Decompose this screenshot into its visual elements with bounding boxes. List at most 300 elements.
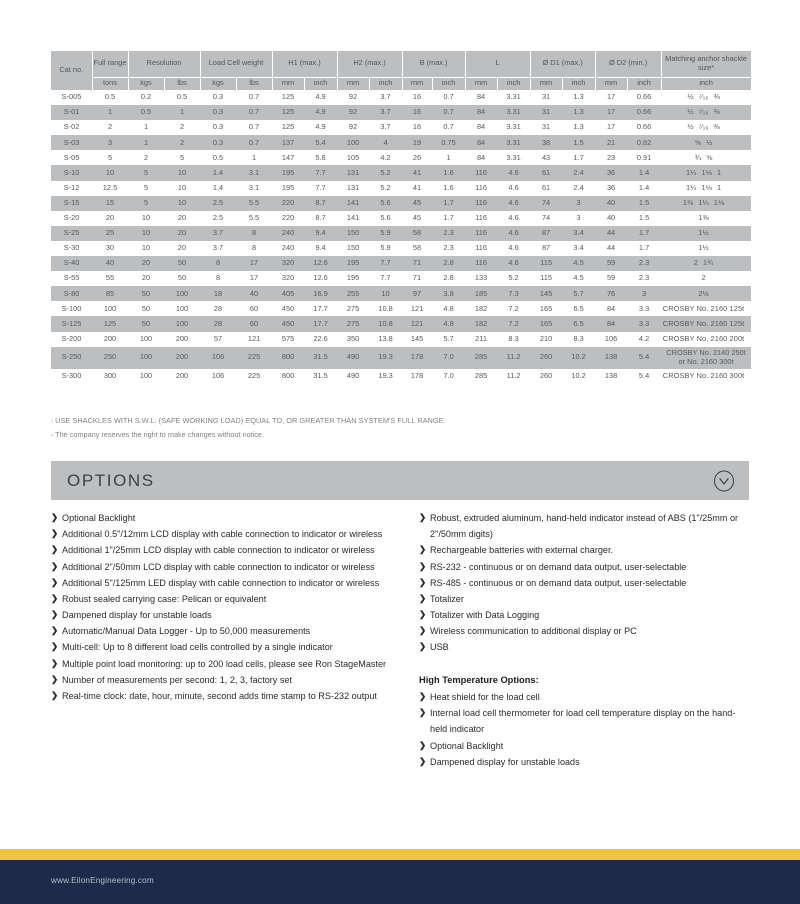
- table-cell: 17: [595, 105, 627, 120]
- table-cell: 121: [236, 332, 272, 347]
- cell-shackle-size: [661, 301, 751, 316]
- cell-shackle-size: [661, 332, 751, 347]
- table-cell: 3.8: [432, 286, 465, 301]
- table-cell: 4.8: [432, 316, 465, 331]
- table-cell: 2.4: [562, 181, 595, 196]
- table-cell: 3.31: [497, 105, 530, 120]
- table-cell: 3: [562, 211, 595, 226]
- cell-shackle-size: [661, 271, 751, 286]
- table-cell: 21: [595, 135, 627, 150]
- chevron-right-icon: ❯: [51, 512, 59, 522]
- table-cell: 26: [402, 150, 432, 165]
- table-cell: 0.3: [200, 90, 236, 105]
- table-cell: 40: [595, 211, 627, 226]
- table-cell: 225: [236, 347, 272, 369]
- table-cell: 3.31: [497, 90, 530, 105]
- table-cell: 17.7: [304, 301, 337, 316]
- table-cell: 10: [369, 286, 402, 301]
- table-cell: 45: [402, 196, 432, 211]
- option-item: [419, 542, 751, 558]
- option-label: Additional 2"/50mm LCD display with cable connection to indicator or wireless: [62, 561, 375, 572]
- table-cell: 0.5: [92, 90, 128, 105]
- col-header-resolution: Resolution: [128, 51, 200, 77]
- table-cell: 31: [530, 105, 562, 120]
- option-item: [419, 607, 751, 623]
- table-cell: 84: [595, 316, 627, 331]
- table-cell: 10: [128, 226, 164, 241]
- cell-shackle-size: [661, 241, 751, 256]
- table-cell: 200: [92, 332, 128, 347]
- table-cell: 800: [272, 369, 304, 384]
- table-cell: 145: [402, 332, 432, 347]
- specification-table: [51, 51, 752, 384]
- table-cell: 178: [402, 369, 432, 384]
- table-cell: 5.4: [627, 347, 661, 369]
- table-row: [51, 369, 751, 384]
- option-item: [51, 672, 389, 688]
- table-cell: 45: [402, 211, 432, 226]
- table-cell: 10.2: [562, 347, 595, 369]
- chevron-right-icon: ❯: [419, 512, 427, 522]
- table-cell: 84: [465, 135, 497, 150]
- table-cell: 4.6: [497, 181, 530, 196]
- cell-cat-no: S-20: [51, 211, 92, 226]
- table-cell: 3.1: [236, 181, 272, 196]
- table-cell: 145: [530, 286, 562, 301]
- table-cell: 1.7: [432, 196, 465, 211]
- col-header-full-range: Full range: [92, 51, 128, 77]
- shackle-size-value: ½: [687, 92, 694, 102]
- table-cell: 105: [337, 150, 369, 165]
- table-cell: 2.8: [432, 256, 465, 271]
- options-right-column: [419, 510, 751, 770]
- option-item: [51, 688, 389, 704]
- table-cell: 41: [402, 165, 432, 180]
- unit-header-9: mm: [402, 77, 432, 90]
- cell-cat-no: S-80: [51, 286, 92, 301]
- table-cell: 3.3: [627, 301, 661, 316]
- chevron-right-icon: ›: [51, 432, 54, 440]
- table-cell: 5.9: [369, 226, 402, 241]
- shackle-size-value: 1¼: [685, 167, 697, 177]
- cell-shackle-size: [661, 105, 751, 120]
- cell-cat-no: S-10: [51, 165, 92, 180]
- option-label: Automatic/Manual Data Logger - Up to 50,000 measurements: [62, 626, 311, 637]
- table-cell: 19: [402, 135, 432, 150]
- table-cell: 138: [595, 369, 627, 384]
- unit-header-3: kgs: [200, 77, 236, 90]
- table-cell: 240: [272, 226, 304, 241]
- shackle-size-value: 1½: [698, 228, 709, 238]
- table-cell: 0.5: [128, 105, 164, 120]
- option-item: [419, 591, 751, 607]
- shackle-size-value: ⅝: [706, 152, 713, 162]
- table-cell: 8.7: [304, 196, 337, 211]
- shackle-size-value: 1⅛: [701, 182, 712, 192]
- table-cell: 59: [595, 271, 627, 286]
- cell-cat-no: S-100: [51, 301, 92, 316]
- table-cell: 4.6: [497, 241, 530, 256]
- table-cell: 4.9: [304, 90, 337, 105]
- table-cell: 0.66: [627, 120, 661, 135]
- table-cell: 50: [128, 301, 164, 316]
- table-cell: 116: [465, 196, 497, 211]
- table-cell: 22.6: [304, 332, 337, 347]
- shackle-size-value: 1⅛: [701, 167, 712, 177]
- footnote-item: [51, 414, 711, 428]
- table-cell: 10: [128, 211, 164, 226]
- table-header: [51, 51, 751, 90]
- table-cell: 4.6: [497, 196, 530, 211]
- table-cell: 50: [164, 256, 200, 271]
- table-cell: 0.82: [627, 135, 661, 150]
- table-cell: 121: [402, 316, 432, 331]
- table-cell: 4.8: [432, 301, 465, 316]
- cell-cat-no: S-55: [51, 271, 92, 286]
- table-cell: 100: [337, 135, 369, 150]
- table-cell: 125: [92, 316, 128, 331]
- table-cell: 8: [200, 256, 236, 271]
- table-row: [51, 316, 751, 331]
- table-cell: 31.5: [304, 369, 337, 384]
- col-header-b-max: B (max.): [402, 51, 465, 77]
- table-cell: 0.66: [627, 90, 661, 105]
- table-cell: 40: [236, 286, 272, 301]
- unit-header-1: kgs: [128, 77, 164, 90]
- table-cell: 7.0: [432, 369, 465, 384]
- cell-cat-no: S-40: [51, 256, 92, 271]
- high-temp-option-item: [419, 738, 751, 754]
- table-cell: 18: [200, 286, 236, 301]
- unit-header-11: mm: [465, 77, 497, 90]
- table-cell: 5.6: [369, 211, 402, 226]
- option-item: [51, 510, 389, 526]
- table-cell: 575: [272, 332, 304, 347]
- table-cell: 320: [272, 271, 304, 286]
- shackle-size-value: ⁷⁄₁₆: [698, 107, 709, 117]
- footer-website-url[interactable]: www.EilonEngineering.com: [51, 876, 154, 885]
- table-row: [51, 271, 751, 286]
- table-cell: 58: [402, 241, 432, 256]
- table-cell: 220: [272, 211, 304, 226]
- table-cell: 2.4: [562, 165, 595, 180]
- unit-header-17: inch: [661, 77, 751, 90]
- table-cell: 2.3: [627, 256, 661, 271]
- chevron-right-icon: ❯: [419, 625, 427, 636]
- table-cell: 41: [402, 181, 432, 196]
- page-footer: [0, 860, 800, 904]
- table-cell: 125: [272, 90, 304, 105]
- table-cell: 195: [337, 256, 369, 271]
- chevron-right-icon: ❯: [51, 641, 59, 652]
- table-cell: 2: [92, 120, 128, 135]
- table-cell: 1: [236, 150, 272, 165]
- table-cell: 0.75: [432, 135, 465, 150]
- shackle-size-value: 1: [716, 167, 722, 177]
- table-cell: 255: [337, 286, 369, 301]
- option-item: [51, 526, 389, 542]
- option-label: Dampened display for unstable loads: [62, 610, 212, 621]
- table-cell: 106: [200, 347, 236, 369]
- table-cell: 17: [236, 271, 272, 286]
- chevron-right-icon: ❯: [419, 755, 427, 766]
- col-header-load-cell-weight: Load Cell weight: [200, 51, 272, 77]
- chevron-right-icon: ❯: [419, 576, 427, 587]
- table-cell: 200: [164, 332, 200, 347]
- option-item: [419, 510, 751, 542]
- table-cell: 5: [128, 165, 164, 180]
- shackle-size-value: ½: [687, 122, 694, 132]
- cell-shackle-size: [661, 150, 751, 165]
- table-cell: 1.5: [627, 196, 661, 211]
- table-cell: 2: [164, 135, 200, 150]
- table-cell: 50: [164, 271, 200, 286]
- shackle-size-value: 1⅜: [682, 197, 694, 207]
- chevron-right-icon: ❯: [419, 739, 427, 750]
- unit-header-0: tons: [92, 77, 128, 90]
- cell-cat-no: S-25: [51, 226, 92, 241]
- table-cell: 0.7: [432, 120, 465, 135]
- table-cell: 116: [465, 226, 497, 241]
- table-cell: 116: [465, 211, 497, 226]
- table-cell: 4.2: [369, 150, 402, 165]
- table-cell: 5.4: [304, 135, 337, 150]
- cell-cat-no: S-15: [51, 196, 92, 211]
- shackle-size-value: 1¼: [698, 197, 709, 207]
- table-cell: 10: [164, 181, 200, 196]
- table-row: [51, 165, 751, 180]
- table-cell: 125: [272, 105, 304, 120]
- table-row: [51, 211, 751, 226]
- table-cell: 71: [402, 256, 432, 271]
- table-cell: 2.5: [200, 211, 236, 226]
- table-cell: 84: [465, 105, 497, 120]
- col-header-cat-no: Cat no.: [51, 51, 92, 90]
- table-cell: 3.7: [369, 120, 402, 135]
- table-cell: 87: [530, 241, 562, 256]
- table-cell: 3.7: [369, 105, 402, 120]
- table-cell: 20: [164, 226, 200, 241]
- table-cell: 182: [465, 301, 497, 316]
- table-cell: 85: [92, 286, 128, 301]
- table-cell: 100: [128, 347, 164, 369]
- table-cell: 3: [562, 196, 595, 211]
- table-cell: 61: [530, 165, 562, 180]
- chevron-right-icon: ❯: [51, 592, 59, 603]
- chevron-right-icon: ❯: [51, 528, 59, 539]
- table-cell: 185: [465, 286, 497, 301]
- chevron-right-icon: ❯: [419, 560, 427, 571]
- option-label: Additional 5"/125mm LED display with cable connection to indicator or wireless: [62, 577, 380, 588]
- table-cell: 121: [402, 301, 432, 316]
- shackle-size-value: ½: [706, 137, 713, 147]
- table-cell: 84: [465, 90, 497, 105]
- chevron-right-icon: ❯: [51, 576, 59, 587]
- table-cell: 1.5: [627, 211, 661, 226]
- option-item: [51, 559, 389, 575]
- cell-cat-no: S-12: [51, 181, 92, 196]
- table-cell: 16.9: [304, 286, 337, 301]
- col-header-h1-max: H1 (max.): [272, 51, 337, 77]
- table-cell: 141: [337, 196, 369, 211]
- table-cell: 59: [595, 256, 627, 271]
- table-cell: 40: [595, 196, 627, 211]
- table-row: [51, 286, 751, 301]
- table-cell: 0.2: [128, 90, 164, 105]
- table-cell: 210: [530, 332, 562, 347]
- table-cell: 5.5: [236, 196, 272, 211]
- shackle-size-value: ⁷⁄₁₆: [698, 122, 709, 132]
- table-cell: 44: [595, 241, 627, 256]
- table-cell: 40: [92, 256, 128, 271]
- table-cell: 405: [272, 286, 304, 301]
- yellow-accent-rule: [0, 849, 800, 860]
- table-cell: 50: [128, 316, 164, 331]
- table-cell: 4.6: [497, 226, 530, 241]
- option-label: Real-time clock: date, hour, minute, second adds time stamp to RS-232 output: [62, 690, 377, 701]
- option-label: Multi-cell: Up to 8 different load cells controlled by a single indicator: [62, 642, 333, 653]
- table-cell: 30: [92, 241, 128, 256]
- table-cell: 31.5: [304, 347, 337, 369]
- table-cell: 8: [236, 226, 272, 241]
- option-label: USB: [430, 642, 449, 653]
- table-cell: 320: [272, 256, 304, 271]
- chevron-down-icon[interactable]: [713, 470, 735, 492]
- unit-header-6: inch: [304, 77, 337, 90]
- table-cell: 450: [272, 301, 304, 316]
- table-cell: 260: [530, 347, 562, 369]
- table-cell: 5.2: [369, 181, 402, 196]
- table-cell: 4.6: [497, 165, 530, 180]
- table-cell: 1.7: [627, 241, 661, 256]
- table-cell: 5.5: [236, 211, 272, 226]
- table-cell: 3.31: [497, 135, 530, 150]
- shackle-size-value: ⅝: [694, 137, 702, 147]
- table-cell: 1: [128, 135, 164, 150]
- table-cell: 4.6: [497, 256, 530, 271]
- table-cell: 165: [530, 316, 562, 331]
- table-cell: 1.7: [432, 211, 465, 226]
- shackle-size-value: ⅜: [713, 92, 720, 102]
- table-cell: 12.6: [304, 271, 337, 286]
- unit-header-8: inch: [369, 77, 402, 90]
- table-cell: 2: [128, 150, 164, 165]
- table-cell: 1.5: [562, 135, 595, 150]
- unit-header-10: inch: [432, 77, 465, 90]
- option-label: Rechargeable batteries with external charger.: [430, 545, 614, 556]
- chevron-right-icon: ❯: [51, 657, 59, 668]
- cell-shackle-size: [661, 256, 751, 271]
- table-cell: 131: [337, 165, 369, 180]
- table-cell: 1: [92, 105, 128, 120]
- option-label: Wireless communication to additional display or PC: [430, 626, 637, 637]
- options-left-column: [51, 510, 389, 770]
- table-cell: 165: [530, 301, 562, 316]
- table-cell: 10: [128, 241, 164, 256]
- chevron-right-icon: ›: [51, 418, 54, 425]
- cell-shackle-size: [661, 120, 751, 135]
- table-cell: 0.7: [236, 90, 272, 105]
- option-label: Optional Backlight: [430, 740, 504, 751]
- table-cell: 3: [627, 286, 661, 301]
- table-cell: 8.3: [497, 332, 530, 347]
- shackle-size-value: CROSBY No. 2160 300t: [662, 370, 745, 380]
- table-cell: 240: [272, 241, 304, 256]
- table-cell: 7.0: [432, 347, 465, 369]
- cell-shackle-size: [661, 316, 751, 331]
- option-label: Robust sealed carrying case: Pelican or equivalent: [62, 593, 267, 604]
- table-cell: 8: [200, 271, 236, 286]
- table-cell: 125: [272, 120, 304, 135]
- shackle-size-value: ½: [687, 107, 694, 117]
- table-cell: 16: [402, 120, 432, 135]
- shackle-size-value: 1⅜: [698, 213, 709, 223]
- chevron-right-icon: ❯: [419, 691, 427, 702]
- table-cell: 3.31: [497, 150, 530, 165]
- table-cell: 5: [128, 196, 164, 211]
- cell-cat-no: S-005: [51, 90, 92, 105]
- options-section-header[interactable]: [51, 461, 749, 500]
- table-cell: 76: [595, 286, 627, 301]
- table-cell: 7.2: [497, 301, 530, 316]
- table-cell: 20: [164, 241, 200, 256]
- table-cell: 74: [530, 196, 562, 211]
- table-cell: 9.4: [304, 241, 337, 256]
- table-cell: 100: [164, 286, 200, 301]
- shackle-size-value: 2: [693, 258, 698, 268]
- table-cell: 225: [236, 369, 272, 384]
- table-cell: 195: [272, 165, 304, 180]
- table-cell: 4.5: [562, 271, 595, 286]
- table-cell: 3.4: [562, 241, 595, 256]
- table-cell: 100: [128, 332, 164, 347]
- table-cell: 4: [369, 135, 402, 150]
- table-cell: 100: [128, 369, 164, 384]
- chevron-right-icon: ❯: [419, 592, 427, 603]
- chevron-right-icon: ❯: [419, 641, 427, 652]
- table-cell: 6.5: [562, 316, 595, 331]
- table-cell: 3.3: [627, 316, 661, 331]
- table-row: [51, 301, 751, 316]
- shackle-size-value: 1: [716, 182, 722, 192]
- cell-cat-no: S-200: [51, 332, 92, 347]
- table-cell: 57: [200, 332, 236, 347]
- table-cell: 10.8: [369, 316, 402, 331]
- shackle-size-value: CROSBY No. 2160 125t: [662, 318, 745, 328]
- table-cell: 0.3: [200, 105, 236, 120]
- cell-cat-no: S-30: [51, 241, 92, 256]
- table-cell: 0.3: [200, 135, 236, 150]
- table-cell: 275: [337, 316, 369, 331]
- footnote-item: [51, 428, 711, 442]
- table-cell: 92: [337, 90, 369, 105]
- table-cell: 100: [164, 316, 200, 331]
- table-row: [51, 196, 751, 211]
- table-cell: 2: [164, 120, 200, 135]
- shackle-size-value: 1¼: [685, 182, 697, 192]
- table-cell: 19.3: [369, 369, 402, 384]
- table-cell: 285: [465, 347, 497, 369]
- option-label: Heat shield for the load cell: [430, 692, 540, 703]
- table-cell: 5: [92, 150, 128, 165]
- table-cell: 4.5: [562, 256, 595, 271]
- table-cell: 1.4: [200, 165, 236, 180]
- table-cell: 61: [530, 181, 562, 196]
- cell-cat-no: S-03: [51, 135, 92, 150]
- table-cell: 19.3: [369, 347, 402, 369]
- shackle-size-value: ⅜: [713, 122, 720, 132]
- table-cell: 84: [465, 120, 497, 135]
